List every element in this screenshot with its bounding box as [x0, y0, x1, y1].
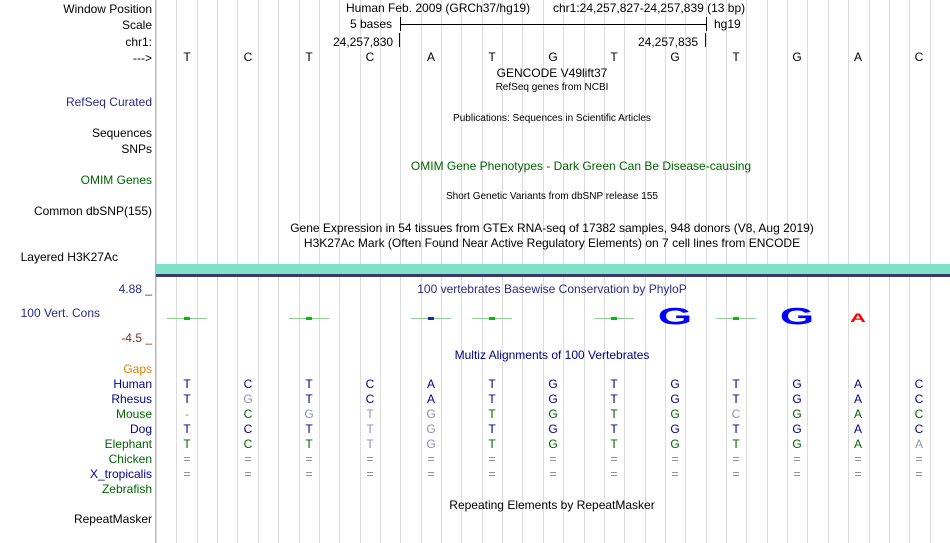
alignment-base-dog: G — [426, 422, 436, 436]
alignment-base-rhesus: T — [305, 392, 313, 406]
alignment-base-chicken: = — [793, 452, 801, 466]
alignment-base-chicken: = — [427, 452, 435, 466]
alignment-base-rhesus: T — [488, 392, 496, 406]
alignment-base-dog: G — [548, 422, 558, 436]
alignment-base-human: T — [732, 377, 740, 391]
alignment-base-elephant: A — [914, 437, 923, 451]
label-omim[interactable]: OMIM Genes — [80, 173, 152, 187]
position-label-1: 24,257,830 — [333, 35, 394, 49]
alignment-base-dog: T — [366, 422, 374, 436]
assembly-title: Human Feb. 2009 (GRCh37/hg19) — [346, 1, 531, 15]
dna-base: A — [426, 50, 435, 64]
alignment-base-mouse: G — [670, 407, 680, 421]
label-dog: Dog — [129, 422, 152, 436]
alignment-base-mouse: A — [853, 407, 862, 421]
label-snps[interactable]: SNPs — [121, 142, 152, 156]
alignment-base-chicken: = — [305, 452, 313, 466]
alignment-base-chicken: = — [915, 452, 923, 466]
alignment-base-elephant: T — [305, 437, 313, 451]
alignment-base-dog: A — [853, 422, 862, 436]
alignment-base-human: T — [305, 377, 313, 391]
h3k27ac-signal — [156, 264, 950, 274]
alignment-base-dog: T — [305, 422, 313, 436]
alignment-base-human: G — [792, 377, 802, 391]
alignment-base-chicken: = — [549, 452, 557, 466]
position-tick-2 — [705, 33, 706, 47]
alignment-base-elephant: C — [243, 437, 253, 451]
label-cons-max: 4.88 _ — [118, 282, 152, 296]
alignment-base-human: C — [914, 377, 924, 391]
alignment-base-x-tropicalis: = — [305, 467, 313, 481]
position-label-2: 24,257,835 — [638, 35, 699, 49]
alignment-base-human: A — [426, 377, 435, 391]
alignment-base-elephant: G — [548, 437, 558, 451]
label-window-position: Window Position — [63, 2, 152, 16]
alignment-base-x-tropicalis: = — [610, 467, 618, 481]
alignment-base-chicken: = — [366, 452, 374, 466]
alignment-base-chicken: = — [732, 452, 740, 466]
label-mouse: Mouse — [115, 407, 152, 421]
dna-base: T — [305, 50, 313, 64]
alignment-base-dog: G — [670, 422, 680, 436]
alignment-base-elephant: T — [732, 437, 740, 451]
alignment-base-x-tropicalis: = — [183, 467, 191, 481]
alignment-base-elephant: A — [853, 437, 862, 451]
conservation-logo: G — [779, 303, 815, 331]
alignment-base-dog: G — [792, 422, 802, 436]
alignment-base-human: C — [365, 377, 375, 391]
alignment-base-x-tropicalis: = — [244, 467, 252, 481]
alignment-base-rhesus: A — [853, 392, 862, 406]
conservation-mark — [428, 317, 434, 320]
alignment-base-elephant: G — [426, 437, 436, 451]
label-h3k27ac[interactable]: Layered H3K27Ac — [20, 250, 118, 264]
repeatmasker-track-title[interactable]: Repeating Elements by RepeatMasker — [449, 498, 655, 512]
alignment-base-chicken: = — [671, 452, 679, 466]
alignment-base-mouse: T — [488, 407, 496, 421]
alignment-base-x-tropicalis: = — [732, 467, 740, 481]
dna-base: C — [914, 50, 924, 64]
dna-base: T — [488, 50, 496, 64]
scale-text: 5 bases — [350, 17, 393, 31]
label-cons-min: -4.5 _ — [121, 331, 152, 345]
alignment-base-x-tropicalis: = — [854, 467, 862, 481]
alignment-base-rhesus: T — [183, 392, 191, 406]
dna-base: G — [792, 50, 802, 64]
alignment-base-rhesus: C — [365, 392, 375, 406]
conservation-logo: A — [850, 310, 866, 325]
alignment-base-rhesus: G — [792, 392, 802, 406]
label-vert-cons[interactable]: 100 Vert. Cons — [20, 306, 100, 320]
label-chicken: Chicken — [108, 452, 152, 466]
alignment-base-human: C — [243, 377, 253, 391]
alignment-base-elephant: T — [488, 437, 496, 451]
dna-base: G — [548, 50, 558, 64]
alignment-base-human: G — [548, 377, 558, 391]
multiz-track-title[interactable]: Multiz Alignments of 100 Vertebrates — [454, 348, 650, 362]
alignment-base-dog: T — [488, 422, 496, 436]
position-tick-1 — [399, 33, 400, 47]
alignment-base-x-tropicalis: = — [366, 467, 374, 481]
alignment-base-human: T — [610, 377, 618, 391]
alignment-base-x-tropicalis: = — [427, 467, 435, 481]
alignment-base-chicken: = — [244, 452, 252, 466]
alignment-base-x-tropicalis: = — [915, 467, 923, 481]
alignment-base-mouse: T — [366, 407, 374, 421]
publications-track-title[interactable]: Publications: Sequences in Scientific Articles — [453, 113, 651, 124]
label-scale: Scale — [121, 18, 152, 32]
alignment-base-mouse: C — [243, 407, 253, 421]
conservation-mark — [733, 317, 739, 320]
alignment-base-chicken: = — [488, 452, 496, 466]
alignment-base-dog: C — [914, 422, 924, 436]
label-elephant: Elephant — [104, 437, 152, 451]
alignment-base-rhesus: T — [610, 392, 618, 406]
alignment-base-elephant: T — [183, 437, 191, 451]
alignment-base-human: A — [853, 377, 862, 391]
label-human: Human — [113, 377, 152, 391]
alignment-base-elephant: G — [792, 437, 802, 451]
window-position-text: chr1:24,257,827-24,257,839 (13 bp) — [553, 1, 746, 15]
conservation-mark — [184, 317, 190, 320]
conservation-mark — [306, 317, 312, 320]
gencode-track-title[interactable]: GENCODE V49lift37 — [496, 66, 608, 80]
conservation-mark — [489, 317, 495, 320]
label-repeatmasker[interactable]: RepeatMasker — [73, 512, 152, 526]
alignment-base-x-tropicalis: = — [671, 467, 679, 481]
alignment-base-chicken: = — [183, 452, 191, 466]
scale-bar — [400, 24, 706, 25]
phylop-track-title[interactable]: 100 vertebrates Basewise Conservation by PhyloP — [417, 282, 687, 296]
dna-base: T — [610, 50, 618, 64]
label-rhesus: Rhesus — [111, 392, 152, 406]
alignment-base-elephant: T — [610, 437, 618, 451]
alignment-base-mouse: G — [304, 407, 314, 421]
dna-base: C — [365, 50, 375, 64]
track-labels — [0, 0, 156, 543]
alignment-base-chicken: = — [854, 452, 862, 466]
scale-bar-right-tick — [706, 17, 707, 31]
alignment-base-human: T — [183, 377, 191, 391]
h3k27ac-baseline — [156, 274, 950, 277]
db-name: hg19 — [714, 17, 741, 31]
dna-base: G — [670, 50, 680, 64]
label-gaps: Gaps — [123, 362, 152, 376]
alignment-base-elephant: T — [366, 437, 374, 451]
alignment-base-rhesus: C — [914, 392, 924, 406]
alignment-base-mouse: G — [792, 407, 802, 421]
alignment-base-dog: C — [243, 422, 253, 436]
dna-base: A — [853, 50, 862, 64]
label-dbsnp[interactable]: Common dbSNP(155) — [33, 204, 152, 218]
scale-bar-left-tick — [400, 17, 401, 31]
alignment-base-x-tropicalis: = — [793, 467, 801, 481]
dbsnp-track-title[interactable]: Short Genetic Variants from dbSNP release 155 — [446, 191, 658, 202]
alignment-base-mouse: - — [185, 407, 189, 421]
alignment-base-mouse: G — [548, 407, 558, 421]
h3k27ac-track-title[interactable]: H3K27Ac Mark (Often Found Near Active Regulatory Elements) on 7 cell lines from ENCODE — [303, 236, 801, 250]
conservation-mark — [611, 317, 617, 320]
alignment-base-dog: T — [183, 422, 191, 436]
label-sequences[interactable]: Sequences — [91, 126, 152, 140]
dna-base: T — [183, 50, 191, 64]
alignment-base-human: G — [670, 377, 680, 391]
alignment-base-rhesus: A — [426, 392, 435, 406]
conservation-logo: G — [657, 303, 693, 331]
label-zebrafish: Zebrafish — [101, 482, 152, 496]
refseq-track-title[interactable]: RefSeq genes from NCBI — [495, 82, 609, 93]
alignment-base-mouse: C — [914, 407, 924, 421]
omim-track-title[interactable]: OMIM Gene Phenotypes - Dark Green Can Be Disease-causing — [410, 159, 752, 173]
alignment-base-x-tropicalis: = — [549, 467, 557, 481]
alignment-base-rhesus: T — [732, 392, 740, 406]
label-refseq[interactable]: RefSeq Curated — [65, 95, 152, 109]
label-strand-arrow: ---> — [133, 51, 152, 65]
dna-base: T — [732, 50, 740, 64]
label-chr: chr1: — [125, 35, 152, 49]
alignment-base-rhesus: G — [548, 392, 558, 406]
dna-base: C — [243, 50, 253, 64]
alignment-base-human: T — [488, 377, 496, 391]
alignment-base-elephant: G — [670, 437, 680, 451]
alignment-base-mouse: C — [731, 407, 741, 421]
gtex-track-title[interactable]: Gene Expression in 54 tissues from GTEx RNA-seq of 17382 samples, 948 donors (V8, Aug 2019) — [290, 221, 814, 235]
alignment-base-chicken: = — [610, 452, 618, 466]
alignment-base-mouse: T — [610, 407, 618, 421]
label-x-tropicalis: X_tropicalis — [89, 467, 152, 481]
alignment-base-mouse: G — [426, 407, 436, 421]
alignment-base-x-tropicalis: = — [488, 467, 496, 481]
track-image[interactable] — [156, 0, 950, 543]
alignment-base-rhesus: G — [670, 392, 680, 406]
alignment-base-dog: T — [732, 422, 740, 436]
alignment-base-dog: T — [610, 422, 618, 436]
alignment-base-rhesus: G — [243, 392, 253, 406]
